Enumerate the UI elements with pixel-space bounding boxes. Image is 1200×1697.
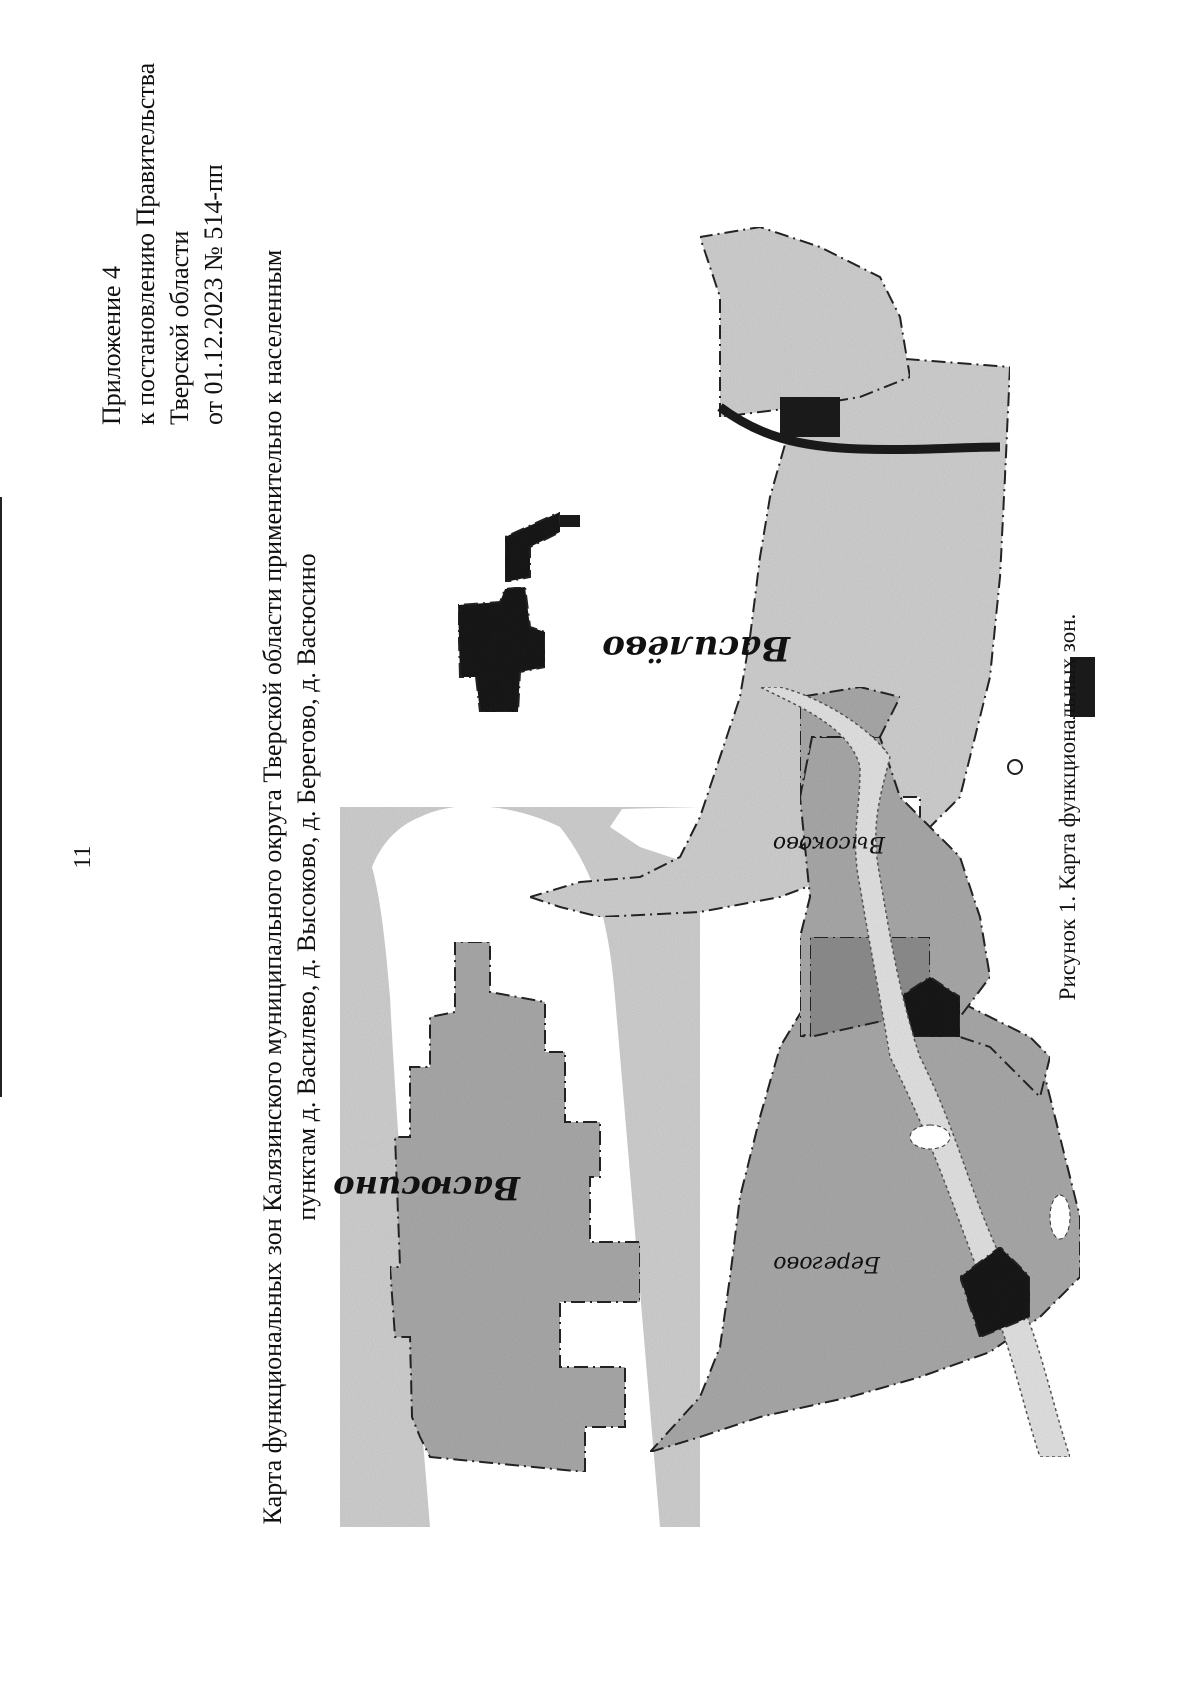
- vasilevo-north-zone: [700, 227, 910, 417]
- cemetery-icon: [1008, 760, 1022, 774]
- appendix-line: Приложение 4: [97, 265, 126, 425]
- beregovo-white-area: [1050, 1195, 1070, 1239]
- page-number: 11: [70, 845, 96, 869]
- vasyusino-panel: [333, 587, 700, 1527]
- vasilevo-dark-block: [780, 397, 840, 437]
- appendix-line: к постановлению Правительства: [131, 62, 160, 425]
- appendix-line: от 01.12.2023 № 514-пп: [199, 164, 228, 425]
- map-title-line: пунктам д. Василево, д. Высоково, д. Берегово, д. Васюсино: [292, 553, 321, 1221]
- appendix-line: Тверской области: [165, 230, 194, 425]
- vasyusino-label: Васюсино: [333, 1169, 520, 1207]
- vasilevo-dark-block: [560, 515, 580, 527]
- map-title-line: Карта функциональных зон Калязинского муниципального округа Тверской области применительно к населенным: [258, 249, 287, 1525]
- beregovo-white-area: [910, 1125, 950, 1149]
- vysokovo-label: Высоково: [772, 831, 885, 856]
- vasilevo-isolated-dark-zone: [505, 512, 560, 582]
- vasilevo-label: Василёво: [602, 628, 790, 668]
- figure-caption: Рисунок 1. Карта функциональных зон.: [1055, 613, 1080, 1001]
- beregovo-label: Берегово: [773, 1251, 880, 1276]
- vasyusino-dark-zone: [458, 587, 545, 712]
